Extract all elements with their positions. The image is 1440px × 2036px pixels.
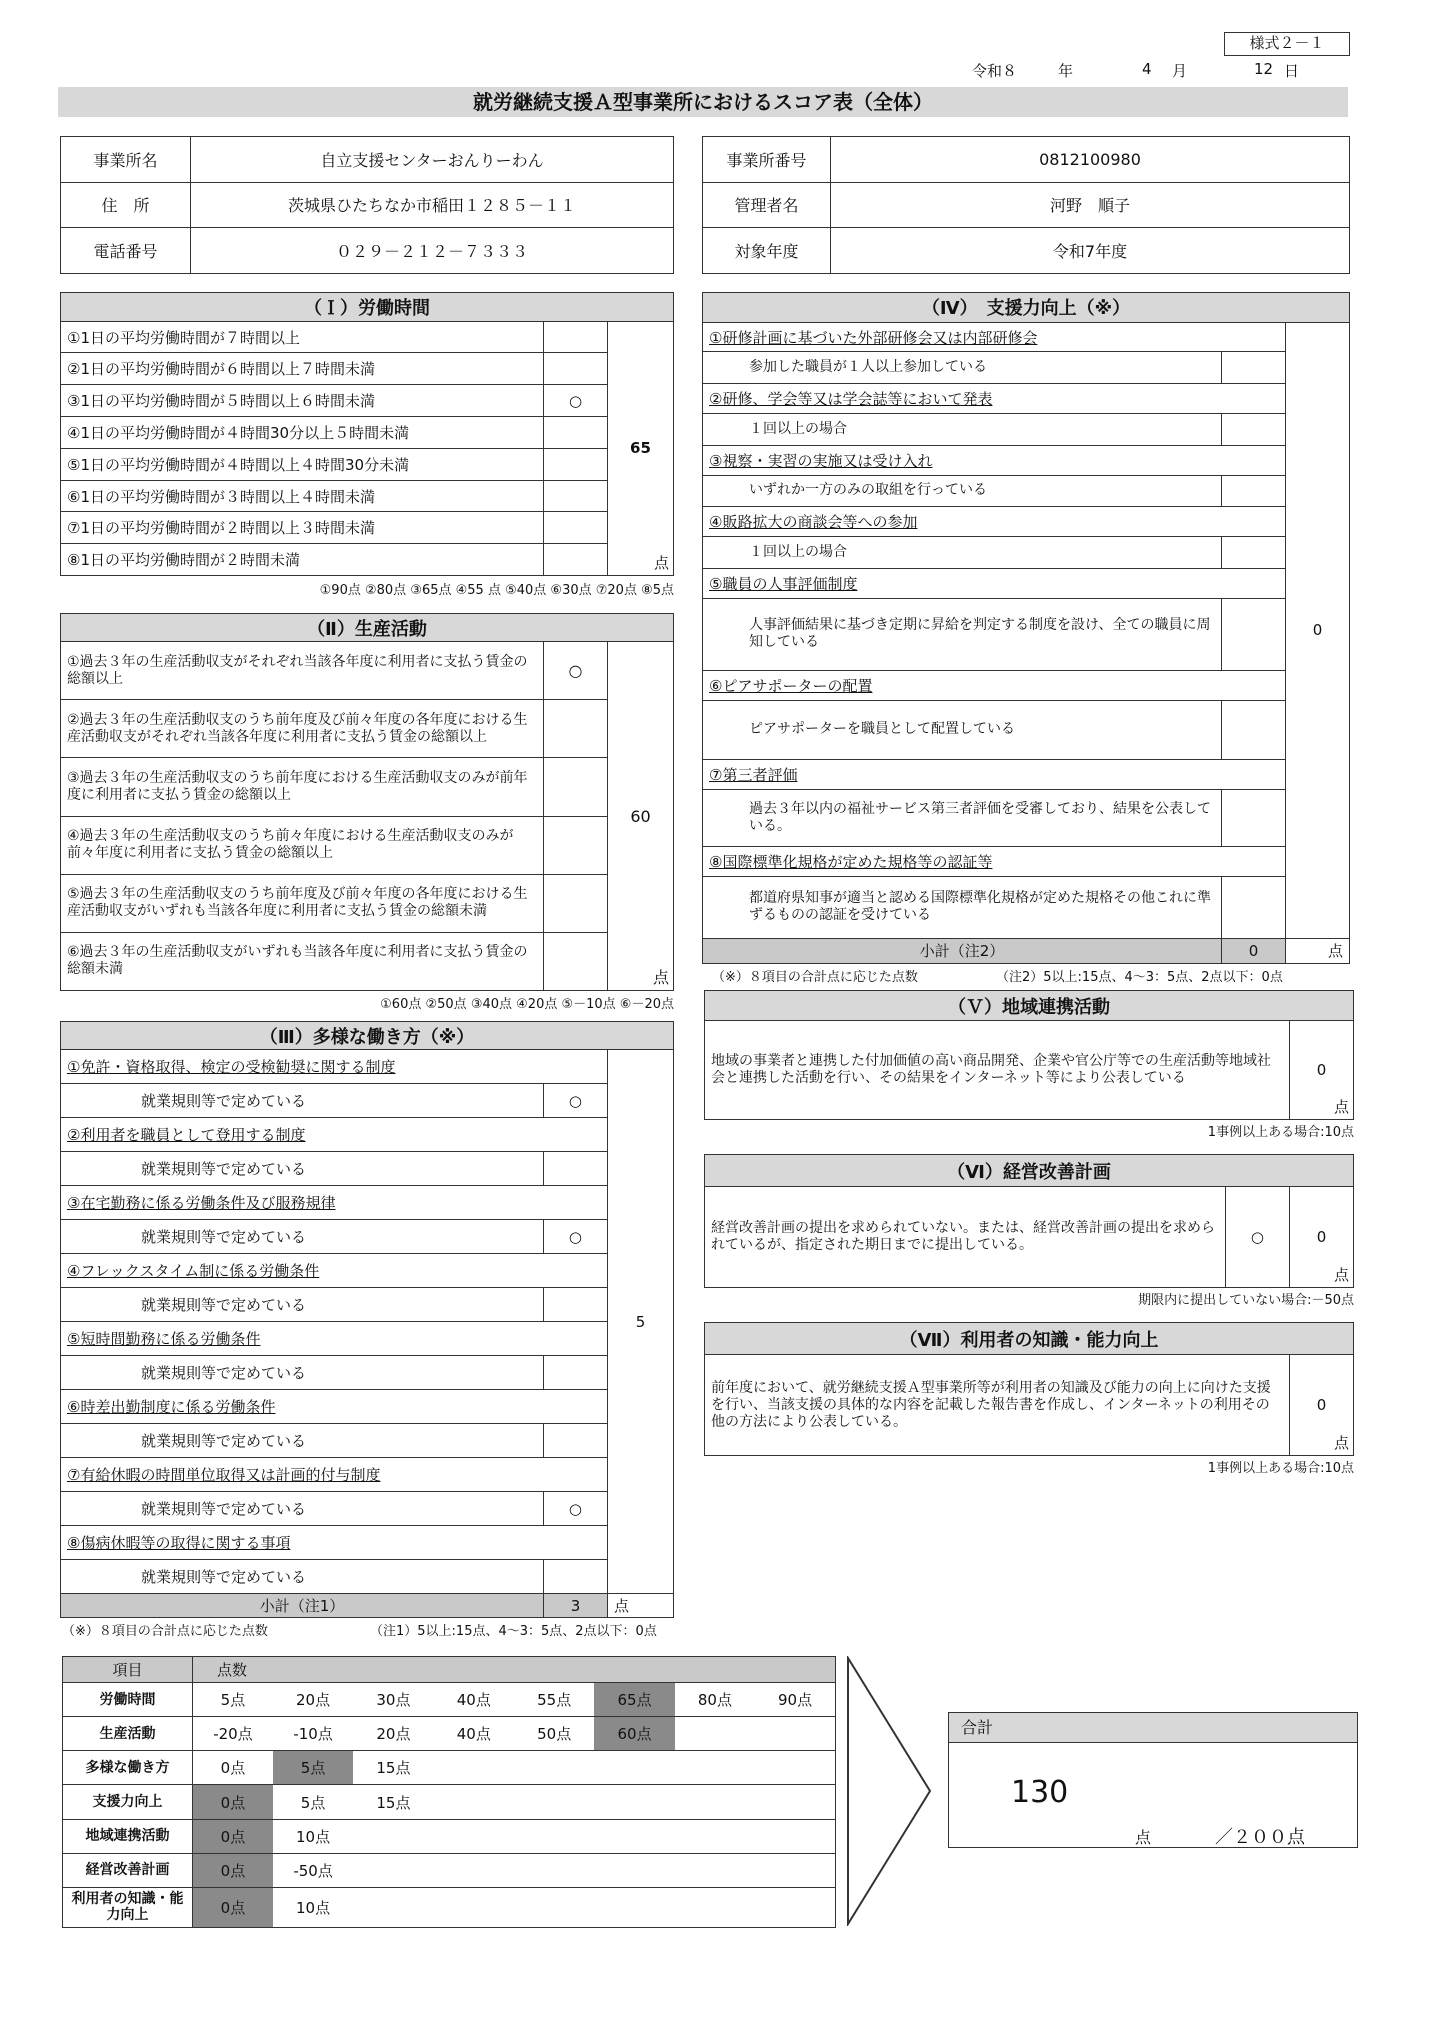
summary-score-option xyxy=(675,1717,755,1751)
criterion-text: ②1日の平均労働時間が６時間以上７時間未満 xyxy=(61,353,544,385)
summary-score-option: -50点 xyxy=(273,1853,353,1887)
criterion-detail: 過去３年以内の福祉サービス第三者評価を受審しており、結果を公表している。 xyxy=(703,789,1222,846)
summary-score-option xyxy=(514,1887,594,1927)
section-title: （Ⅲ）多様な働き方（※） xyxy=(61,1022,674,1050)
summary-score-option xyxy=(594,1887,674,1927)
total-box xyxy=(948,1712,1358,1848)
list-item xyxy=(61,385,674,417)
summary-score-option xyxy=(353,1819,433,1853)
check-mark xyxy=(543,1356,607,1390)
table-row xyxy=(63,1819,836,1853)
criterion-detail: 就業規則等で定めている xyxy=(61,1492,544,1526)
office-info-right xyxy=(702,136,1350,274)
criterion-heading: ③在宅勤務に係る労働条件及び服務規律 xyxy=(61,1186,608,1220)
manager-label: 管理者名 xyxy=(703,182,831,228)
list-item xyxy=(703,700,1350,759)
summary-score-option: 0点 xyxy=(193,1751,273,1785)
list-item xyxy=(61,758,674,816)
criterion-detail: 就業規則等で定めている xyxy=(61,1356,544,1390)
criterion-heading: ④フレックスタイム制に係る労働条件 xyxy=(61,1254,608,1288)
criterion-detail: 人事評価結果に基づき定期に昇給を判定する制度を設け、全ての職員に周知している xyxy=(703,598,1222,670)
summary-score-option: 20点 xyxy=(353,1717,433,1751)
section-work-styles xyxy=(60,1021,674,1618)
management-plan-text: 経営改善計画の提出を求められていない。または、経営改善計画の提出を求められているが、指定された期日までに提出している。 xyxy=(705,1187,1226,1288)
subtotal-label: 小計（注2） xyxy=(703,938,1222,964)
criterion-text: ①1日の平均労働時間が７時間以上 xyxy=(61,321,544,353)
list-item xyxy=(61,480,674,512)
list-item xyxy=(703,322,1350,352)
list-item xyxy=(61,1560,674,1594)
subtotal-value: 0 xyxy=(1221,938,1285,964)
criterion-text: ⑧1日の平均労働時間が２時間未満 xyxy=(61,544,544,576)
date-day-label: 日 xyxy=(1284,62,1300,80)
total-value: 130 xyxy=(1011,1775,1069,1810)
summary-score-option xyxy=(594,1819,674,1853)
summary-score-option: 10点 xyxy=(273,1819,353,1853)
list-item xyxy=(703,414,1350,446)
list-item xyxy=(61,1458,674,1492)
criterion-heading: ③視察・実習の実施又は受け入れ xyxy=(703,445,1286,475)
criterion-heading: ④販路拡大の商談会等への参加 xyxy=(703,507,1286,537)
list-item xyxy=(61,1050,674,1084)
document-date xyxy=(972,60,1322,82)
summary-header-item: 項目 xyxy=(63,1657,193,1683)
criterion-text: ⑤1日の平均労働時間が４時間以上４時間30分未満 xyxy=(61,448,544,480)
list-item xyxy=(61,1526,674,1560)
summary-row-label: 支援力向上 xyxy=(63,1785,193,1819)
list-item xyxy=(61,1118,674,1152)
check-mark xyxy=(1221,700,1285,759)
criterion-heading: ②研修、学会等又は学会誌等において発表 xyxy=(703,384,1286,414)
summary-score-option xyxy=(675,1887,755,1927)
check-mark xyxy=(543,1560,607,1594)
user-skills-score: 0 xyxy=(1316,1396,1327,1414)
date-year-label: 年 xyxy=(1058,62,1074,80)
summary-score-option xyxy=(434,1751,514,1785)
list-item xyxy=(703,670,1350,700)
criterion-text: ④過去３年の生産活動収支のうち前々年度における生産活動収支のみが前々年度に利用者に支払う賃金の総額以上 xyxy=(61,816,544,874)
criterion-text: ⑥1日の平均労働時間が３時間以上４時間未満 xyxy=(61,480,544,512)
list-item xyxy=(61,353,674,385)
summary-row-label: 経営改善計画 xyxy=(63,1853,193,1887)
summary-row-label: 地域連携活動 xyxy=(63,1819,193,1853)
summary-score-option xyxy=(675,1853,755,1887)
summary-score-option xyxy=(755,1853,835,1887)
table-row xyxy=(63,1717,836,1751)
list-item xyxy=(703,789,1350,846)
list-item xyxy=(703,568,1350,598)
office-address-label: 住 所 xyxy=(61,182,191,228)
list-item xyxy=(61,1492,674,1526)
criterion-detail: 参加した職員が１人以上参加している xyxy=(703,352,1222,384)
check-mark xyxy=(1221,598,1285,670)
summary-score-option xyxy=(594,1853,674,1887)
criterion-detail: 就業規則等で定めている xyxy=(61,1152,544,1186)
check-mark xyxy=(1221,876,1285,938)
section-title: （Ｉ）労働時間 xyxy=(61,293,674,322)
subtotal-label: 小計（注1） xyxy=(61,1594,544,1618)
criterion-text: ④1日の平均労働時間が４時間30分以上５時間未満 xyxy=(61,417,544,449)
summary-score-option: 0点 xyxy=(193,1887,273,1927)
table-row xyxy=(63,1751,836,1785)
score-summary-table xyxy=(62,1656,836,1928)
check-mark xyxy=(543,758,607,816)
criterion-heading: ⑤短時間勤務に係る労働条件 xyxy=(61,1322,608,1356)
list-item xyxy=(61,448,674,480)
office-name-label: 事業所名 xyxy=(61,137,191,183)
summary-row-label: 多様な働き方 xyxy=(63,1751,193,1785)
work-styles-note-right: （注1）5以上:15点、4～3：5点、2点以下：0点 xyxy=(370,1624,657,1639)
check-mark xyxy=(543,321,607,353)
criterion-heading: ①研修計画に基づいた外部研修会又は内部研修会 xyxy=(703,322,1286,352)
criterion-text: ⑥過去３年の生産活動収支がいずれも当該各年度に利用者に支払う賃金の総額未満 xyxy=(61,932,544,990)
office-name: 自立支援センターおんりーわん xyxy=(191,137,674,183)
criterion-heading: ⑦有給休暇の時間単位取得又は計画的付与制度 xyxy=(61,1458,608,1492)
list-item xyxy=(61,417,674,449)
summary-score-option xyxy=(675,1819,755,1853)
list-item xyxy=(61,642,674,700)
check-mark xyxy=(543,874,607,932)
check-mark xyxy=(543,544,607,576)
list-item xyxy=(703,760,1350,790)
labor-hours-score: 65 xyxy=(630,439,651,458)
fiscal-year-label: 対象年度 xyxy=(703,228,831,274)
criterion-detail: ピアサポーターを職員として配置している xyxy=(703,700,1222,759)
score-unit: 点 xyxy=(653,554,669,572)
summary-score-option: 15点 xyxy=(353,1751,433,1785)
summary-score-option xyxy=(594,1785,674,1819)
summary-score-option: 80点 xyxy=(675,1683,755,1717)
list-item xyxy=(61,321,674,353)
regional-cooperation-score: 0 xyxy=(1316,1061,1327,1079)
summary-score-option: 65点 xyxy=(594,1683,674,1717)
score-cell xyxy=(1285,322,1349,938)
summary-row-label: 労働時間 xyxy=(63,1683,193,1717)
summary-score-option: 0点 xyxy=(193,1853,273,1887)
summary-row-label: 生産活動 xyxy=(63,1717,193,1751)
criterion-heading: ⑦第三者評価 xyxy=(703,760,1286,790)
list-item xyxy=(61,1084,674,1118)
list-item xyxy=(61,1390,674,1424)
summary-score-option xyxy=(514,1751,594,1785)
check-mark xyxy=(543,816,607,874)
score-unit: 点 xyxy=(1333,1266,1349,1284)
summary-score-option xyxy=(755,1785,835,1819)
summary-score-option xyxy=(755,1751,835,1785)
table-row xyxy=(63,1887,836,1927)
score-cell xyxy=(607,1050,673,1594)
summary-score-option: 0点 xyxy=(193,1819,273,1853)
summary-score-option: -10点 xyxy=(273,1717,353,1751)
date-day: 12 xyxy=(1254,60,1274,78)
date-month-label: 月 xyxy=(1172,62,1188,80)
check-mark xyxy=(543,448,607,480)
criterion-text: ①過去３年の生産活動収支がそれぞれ当該各年度に利用者に支払う賃金の総額以上 xyxy=(61,642,544,700)
table-row xyxy=(63,1853,836,1887)
check-mark xyxy=(1221,352,1285,384)
work-styles-note-left: （※）８項目の合計点に応じた点数 xyxy=(62,1624,268,1639)
criterion-text: ⑤過去３年の生産活動収支のうち前年度及び前々年度の各年度における生産活動収支がいずれも当該各年度に利用者に支払う賃金の総額未満 xyxy=(61,874,544,932)
office-info-left xyxy=(60,136,674,274)
summary-score-option xyxy=(594,1751,674,1785)
summary-row-label: 利用者の知識・能力向上 xyxy=(63,1887,193,1927)
summary-score-option: 50点 xyxy=(514,1717,594,1751)
list-item xyxy=(61,816,674,874)
section-management-plan xyxy=(704,1154,1354,1288)
list-item xyxy=(61,700,674,758)
check-mark xyxy=(543,512,607,544)
criterion-detail: １回以上の場合 xyxy=(703,414,1222,446)
score-cell xyxy=(607,321,673,575)
management-plan-mark: ○ xyxy=(1225,1187,1289,1288)
management-plan-note: 期限内に提出していない場合:－50点 xyxy=(1138,1293,1354,1308)
summary-score-option xyxy=(434,1853,514,1887)
check-mark xyxy=(543,932,607,990)
labor-hours-legend: ①90点 ②80点 ③65点 ④55 点 ⑤40点 ⑥30点 ⑦20点 ⑧5点 xyxy=(319,583,674,598)
criterion-heading: ⑥時差出勤制度に係る労働条件 xyxy=(61,1390,608,1424)
fiscal-year: 令和7年度 xyxy=(831,228,1350,274)
summary-score-option: 5点 xyxy=(193,1683,273,1717)
office-number-label: 事業所番号 xyxy=(703,137,831,183)
date-era-year: 令和８ xyxy=(972,62,1018,80)
list-item xyxy=(61,1220,674,1254)
office-phone: ０２９－２１２－７３３３ xyxy=(191,228,674,274)
list-item xyxy=(61,1424,674,1458)
summary-score-option xyxy=(353,1853,433,1887)
criterion-heading: ①免許・資格取得、検定の受検勧奨に関する制度 xyxy=(61,1050,608,1084)
table-row xyxy=(63,1785,836,1819)
check-mark: ○ xyxy=(543,642,607,700)
page-title: 就労継続支援Ａ型事業所におけるスコア表（全体） xyxy=(58,87,1348,117)
criterion-detail: 就業規則等で定めている xyxy=(61,1288,544,1322)
office-phone-label: 電話番号 xyxy=(61,228,191,274)
subtotal-unit: 点 xyxy=(1285,938,1349,964)
check-mark xyxy=(1221,537,1285,569)
criterion-heading: ②利用者を職員として登用する制度 xyxy=(61,1118,608,1152)
work-styles-score: 5 xyxy=(635,1312,646,1331)
criterion-detail: 就業規則等で定めている xyxy=(61,1220,544,1254)
regional-cooperation-note: 1事例以上ある場合:10点 xyxy=(1207,1125,1354,1140)
criterion-detail: １回以上の場合 xyxy=(703,537,1222,569)
list-item xyxy=(61,1254,674,1288)
criterion-detail: 就業規則等で定めている xyxy=(61,1560,544,1594)
form-number: 様式２－１ xyxy=(1224,32,1350,56)
score-unit: 点 xyxy=(1333,1434,1349,1452)
check-mark: ○ xyxy=(543,1220,607,1254)
check-mark xyxy=(1221,414,1285,446)
check-mark xyxy=(543,417,607,449)
list-item xyxy=(703,384,1350,414)
summary-score-option xyxy=(514,1853,594,1887)
check-mark: ○ xyxy=(543,385,607,417)
list-item xyxy=(703,847,1350,877)
section-user-skills xyxy=(704,1322,1354,1456)
summary-score-option xyxy=(675,1785,755,1819)
office-number: 0812100980 xyxy=(831,137,1350,183)
criterion-heading: ⑤職員の人事評価制度 xyxy=(703,568,1286,598)
list-item xyxy=(703,598,1350,670)
criterion-heading: ⑥ピアサポーターの配置 xyxy=(703,670,1286,700)
check-mark xyxy=(543,1424,607,1458)
section-title: （Ⅶ）利用者の知識・能力向上 xyxy=(705,1323,1354,1355)
table-row xyxy=(63,1683,836,1717)
summary-score-option xyxy=(434,1819,514,1853)
list-item xyxy=(703,352,1350,384)
check-mark: ○ xyxy=(543,1492,607,1526)
criterion-heading: ⑧国際標準化規格が定めた規格等の認証等 xyxy=(703,847,1286,877)
summary-score-option: 30点 xyxy=(353,1683,433,1717)
summary-score-option: 20点 xyxy=(273,1683,353,1717)
list-item xyxy=(703,537,1350,569)
list-item xyxy=(61,1288,674,1322)
arrow-shape xyxy=(846,1656,932,1926)
date-month: 4 xyxy=(1142,60,1152,78)
summary-score-option: 40点 xyxy=(434,1683,514,1717)
list-item xyxy=(61,544,674,576)
criterion-detail: いずれか一方のみの取組を行っている xyxy=(703,475,1222,507)
list-item xyxy=(703,876,1350,938)
support-capacity-note-left: （※）８項目の合計点に応じた点数 xyxy=(712,970,918,985)
criterion-detail: 就業規則等で定めている xyxy=(61,1424,544,1458)
list-item xyxy=(703,507,1350,537)
criterion-text: ③1日の平均労働時間が５時間以上６時間未満 xyxy=(61,385,544,417)
score-unit: 点 xyxy=(1333,1098,1349,1116)
list-item xyxy=(703,445,1350,475)
section-labor-hours xyxy=(60,292,674,576)
list-item xyxy=(61,1152,674,1186)
production-score: 60 xyxy=(630,806,651,826)
summary-score-option: 10点 xyxy=(273,1887,353,1927)
section-support-capacity xyxy=(702,292,1350,964)
section-title: （Ⅱ）生産活動 xyxy=(61,614,674,642)
summary-score-option: 5点 xyxy=(273,1751,353,1785)
check-mark: ○ xyxy=(543,1084,607,1118)
summary-header-points: 点数 xyxy=(193,1657,836,1683)
check-mark xyxy=(543,700,607,758)
subtotal-unit: 点 xyxy=(607,1594,673,1618)
check-mark xyxy=(1221,475,1285,507)
list-item xyxy=(61,1356,674,1390)
manager-name: 河野 順子 xyxy=(831,182,1350,228)
summary-score-option xyxy=(434,1887,514,1927)
office-address: 茨城県ひたちなか市稲田１２８５－１１ xyxy=(191,182,674,228)
list-item xyxy=(61,932,674,990)
summary-score-option: 5点 xyxy=(273,1785,353,1819)
summary-score-option: -20点 xyxy=(193,1717,273,1751)
summary-score-option xyxy=(755,1887,835,1927)
criterion-heading: ⑧傷病休暇等の取得に関する事項 xyxy=(61,1526,608,1560)
criterion-detail: 就業規則等で定めている xyxy=(61,1084,544,1118)
score-unit: 点 xyxy=(652,968,669,987)
criterion-text: ②過去３年の生産活動収支のうち前年度及び前々年度の各年度における生産活動収支がそれぞれ当該各年度に利用者に支払う賃金の総額以上 xyxy=(61,700,544,758)
check-mark xyxy=(1221,789,1285,846)
summary-score-option: 60点 xyxy=(594,1717,674,1751)
section-production xyxy=(60,613,674,991)
summary-score-option xyxy=(353,1887,433,1927)
summary-score-option: 40点 xyxy=(434,1717,514,1751)
support-capacity-score: 0 xyxy=(1312,621,1323,640)
summary-score-option: 55点 xyxy=(514,1683,594,1717)
section-title: （Ｖ）地域連携活動 xyxy=(705,991,1354,1021)
total-max: ／２００点 xyxy=(1215,1827,1305,1848)
subtotal-value: 3 xyxy=(543,1594,607,1618)
check-mark xyxy=(543,480,607,512)
list-item xyxy=(61,874,674,932)
check-mark xyxy=(543,1152,607,1186)
summary-score-option xyxy=(514,1785,594,1819)
production-legend: ①60点 ②50点 ③40点 ④20点 ⑤－10点 ⑥－20点 xyxy=(380,997,674,1012)
total-unit: 点 xyxy=(1135,1828,1152,1847)
list-item xyxy=(61,1322,674,1356)
check-mark xyxy=(543,1288,607,1322)
summary-score-option: 15点 xyxy=(353,1785,433,1819)
summary-score-option xyxy=(514,1819,594,1853)
criterion-detail: 都道府県知事が適当と認める国際標準化規格が定めた規格その他これに準ずるものの認証を受けている xyxy=(703,876,1222,938)
management-plan-score: 0 xyxy=(1316,1228,1327,1246)
list-item xyxy=(61,1186,674,1220)
list-item xyxy=(703,475,1350,507)
support-capacity-note-right: （注2）5以上:15点、4～3：5点、2点以下：0点 xyxy=(996,970,1283,985)
criterion-text: ③過去３年の生産活動収支のうち前年度における生産活動収支のみが前年度に利用者に支払う賃金の総額以上 xyxy=(61,758,544,816)
check-mark xyxy=(543,353,607,385)
user-skills-note: 1事例以上ある場合:10点 xyxy=(1207,1461,1354,1476)
user-skills-text: 前年度において、就労継続支援Ａ型事業所等が利用者の知識及び能力の向上に向けた支援を行い、当該支援の具体的な内容を記載した報告書を作成し、インターネットの利用その他の方法により公表している。 xyxy=(705,1355,1290,1456)
summary-score-option: 0点 xyxy=(193,1785,273,1819)
section-title: （Ⅵ）経営改善計画 xyxy=(705,1155,1354,1187)
summary-score-option xyxy=(434,1785,514,1819)
summary-score-option xyxy=(755,1819,835,1853)
section-title: （Ⅳ） 支援力向上（※） xyxy=(703,293,1350,323)
list-item xyxy=(61,512,674,544)
summary-score-option xyxy=(755,1717,835,1751)
section-regional-cooperation xyxy=(704,990,1354,1120)
score-cell xyxy=(607,642,673,991)
summary-score-option xyxy=(675,1751,755,1785)
total-label: 合計 xyxy=(949,1713,1357,1743)
regional-cooperation-text: 地域の事業者と連携した付加価値の高い商品開発、企業や官公庁等での生産活動等地域社会と連携した活動を行い、その結果をインターネット等により公表している xyxy=(705,1021,1290,1120)
summary-score-option: 90点 xyxy=(755,1683,835,1717)
criterion-text: ⑦1日の平均労働時間が２時間以上３時間未満 xyxy=(61,512,544,544)
